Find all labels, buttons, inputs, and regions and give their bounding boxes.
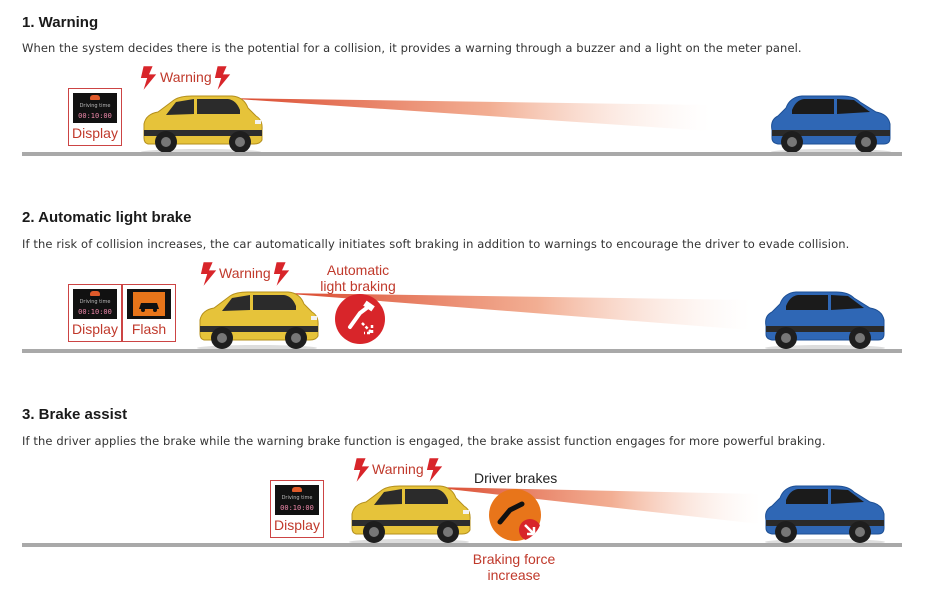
meter-screen [275, 485, 319, 515]
section-description: If the risk of collision increases, the car automatically initiates soft braking in addition to warnings to encourage the driver to evade collision. [22, 237, 850, 251]
warning-beam [430, 484, 760, 530]
display-label: Display [274, 517, 320, 533]
brake-pedal-icon [488, 488, 542, 542]
blue-car [760, 484, 890, 546]
meter-time: 00:10:00 [78, 112, 112, 120]
flash-label: Flash [131, 321, 167, 337]
lightning-bolt-icon [353, 458, 371, 482]
display-label: Display [72, 321, 118, 337]
lightning-bolt-icon [426, 458, 444, 482]
brake-label-line1: Automatic [326, 262, 390, 278]
driver-brakes-label: Driver brakes [474, 470, 558, 486]
meter-display [270, 480, 324, 538]
car-warning-icon [292, 487, 302, 492]
meter-screen-label: Driving time [79, 103, 111, 109]
warning-label: Warning [372, 461, 424, 477]
section-title: 1. Warning [22, 14, 99, 31]
force-label-line2: increase [487, 567, 541, 583]
meter-screen-label: Driving time [281, 495, 313, 501]
road [22, 543, 902, 547]
braking-force-increase-label [462, 551, 566, 583]
meter-time: 00:10:00 [78, 308, 112, 316]
section-title: 2. Automatic light brake [22, 209, 192, 226]
yellow-car [344, 484, 474, 546]
warning-label: Warning [160, 69, 212, 85]
section-description: When the system decides there is the potential for a collision, it provides a warning through a buzzer and a light on the meter panel. [22, 41, 802, 55]
meter-screen-label: Driving time [79, 299, 111, 305]
section-description: If the driver applies the brake while the warning brake function is engaged, the brake assist function engages for more powerful braking. [22, 434, 826, 448]
section-title: 3. Brake assist [22, 406, 128, 423]
force-label-line1: Braking force [472, 551, 556, 567]
display-label: Display [72, 125, 118, 141]
meter-time: 00:10:00 [280, 504, 314, 512]
warning-label: Warning [219, 265, 271, 281]
brake-label-line2: light braking [320, 278, 396, 294]
